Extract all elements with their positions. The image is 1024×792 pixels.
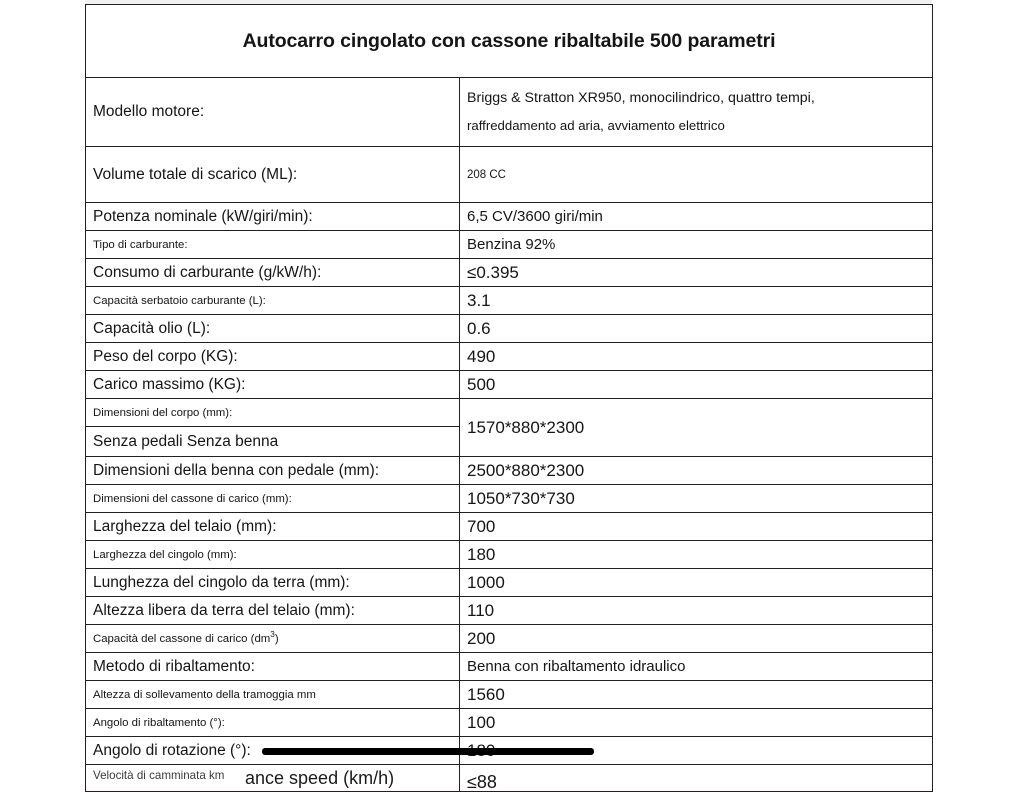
row-label-dumping-angle: Angolo di ribaltamento (°): bbox=[86, 709, 460, 737]
table-row bbox=[86, 681, 933, 709]
row-value-fuel-consumption: ≤0.395 bbox=[460, 259, 933, 287]
row-value-cargo-box-capacity: 200 bbox=[460, 625, 933, 653]
row-label-max-load: Carico massimo (KG): bbox=[86, 371, 460, 399]
row-value-body-weight: 490 bbox=[460, 343, 933, 371]
table-row bbox=[86, 541, 933, 569]
table-row bbox=[86, 709, 933, 737]
table-row bbox=[86, 399, 933, 427]
row-label-cargo-box-capacity: Capacità del cassone di carico $(dm^3)$ bbox=[86, 625, 460, 653]
table-row bbox=[86, 343, 933, 371]
table-row bbox=[86, 485, 933, 513]
table-body bbox=[86, 5, 933, 792]
row-value-dumping-angle: 100 bbox=[460, 709, 933, 737]
row-label-dumping-method: Metodo di ribaltamento: bbox=[86, 653, 460, 681]
row-value-dumping-method: Benna con ribaltamento idraulico bbox=[460, 653, 933, 681]
row-label-fuel-tank-capacity: Capacità serbatoio carburante (L): bbox=[86, 287, 460, 315]
row-label-rotation-angle: Angolo di rotazione (°): bbox=[86, 737, 460, 765]
row-label-bucket-dimensions: Dimensioni della benna con pedale (mm): bbox=[86, 457, 460, 485]
row-value-cargo-box-dimensions: 1050*730*730 bbox=[460, 485, 933, 513]
row-label-fuel-consumption: Consumo di carburante (g/kW/h): bbox=[86, 259, 460, 287]
row-label-fuel-type: Tipo di carburante: bbox=[86, 231, 460, 259]
row-label-body-dimensions-note: Senza pedali Senza benna bbox=[86, 427, 460, 457]
row-value-fuel-type: Benzina 92% bbox=[460, 231, 933, 259]
row-value-track-width: 180 bbox=[460, 541, 933, 569]
row-value-fuel-tank-capacity: 3.1 bbox=[460, 287, 933, 315]
table-row bbox=[86, 653, 933, 681]
row-value-max-load: 500 bbox=[460, 371, 933, 399]
row-label-engine-model: Modello motore: bbox=[86, 78, 460, 147]
engine-value-line-1: Briggs & Stratton XR950, monocilindrico, quattro tempi, bbox=[467, 90, 815, 107]
row-value-oil-capacity: 0.6 bbox=[460, 315, 933, 343]
row-label-body-dimensions: Dimensioni del corpo (mm): bbox=[86, 399, 460, 427]
row-value-displacement: 208 CC bbox=[460, 147, 933, 203]
row-label-oil-capacity: Capacità olio (L): bbox=[86, 315, 460, 343]
table-row bbox=[86, 78, 933, 147]
row-label-rated-power: Potenza nominale (kW/giri/min): bbox=[86, 203, 460, 231]
walking-speed-value: ≤88 bbox=[467, 771, 497, 792]
row-value-hopper-lift-height: 1560 bbox=[460, 681, 933, 709]
specification-table bbox=[85, 4, 933, 792]
redaction-bar bbox=[262, 748, 594, 755]
row-label-hopper-lift-height: Altezza di sollevamento della tramoggia mm bbox=[86, 681, 460, 709]
table-row bbox=[86, 457, 933, 485]
table-row bbox=[86, 231, 933, 259]
row-label-walking-speed bbox=[86, 765, 460, 792]
row-value-track-ground-length: 1000 bbox=[460, 569, 933, 597]
table-row bbox=[86, 371, 933, 399]
table-row bbox=[86, 259, 933, 287]
table-row-title bbox=[86, 5, 933, 78]
engine-value-line-2: raffreddamento ad aria, avviamento elettrico bbox=[467, 117, 725, 133]
table-row bbox=[86, 287, 933, 315]
row-label-track-ground-length: Lunghezza del cingolo da terra (mm): bbox=[86, 569, 460, 597]
row-label-ground-clearance: Altezza libera da terra del telaio (mm): bbox=[86, 597, 460, 625]
row-label-cargo-box-dimensions: Dimensioni del cassone di carico (mm): bbox=[86, 485, 460, 513]
table-row bbox=[86, 569, 933, 597]
row-value-walking-speed bbox=[460, 765, 933, 792]
row-label-chassis-width: Larghezza del telaio (mm): bbox=[86, 513, 460, 541]
table-row bbox=[86, 147, 933, 203]
row-label-track-width: Larghezza del cingolo (mm): bbox=[86, 541, 460, 569]
table-row bbox=[86, 513, 933, 541]
page-title: Autocarro cingolato con cassone ribaltabile 500 parametri bbox=[86, 5, 933, 78]
walking-speed-label-italian: Velocità di camminata km bbox=[93, 769, 225, 782]
row-value-rated-power: 6,5 CV/3600 giri/min bbox=[460, 203, 933, 231]
table-row-clipped bbox=[86, 765, 933, 792]
row-value-body-dimensions: 1570*880*2300 bbox=[460, 399, 933, 457]
table-row bbox=[86, 315, 933, 343]
row-label-displacement: Volume totale di scarico (ML): bbox=[86, 147, 460, 203]
row-value-bucket-dimensions: 2500*880*2300 bbox=[460, 457, 933, 485]
row-value-chassis-width: 700 bbox=[460, 513, 933, 541]
walking-speed-label-english: ance speed (km/h) bbox=[245, 768, 395, 788]
row-value-engine-model bbox=[460, 78, 933, 147]
table-row bbox=[86, 203, 933, 231]
table-row bbox=[86, 625, 933, 653]
row-value-ground-clearance: 110 bbox=[460, 597, 933, 625]
row-label-body-weight: Peso del corpo (KG): bbox=[86, 343, 460, 371]
table-row bbox=[86, 597, 933, 625]
